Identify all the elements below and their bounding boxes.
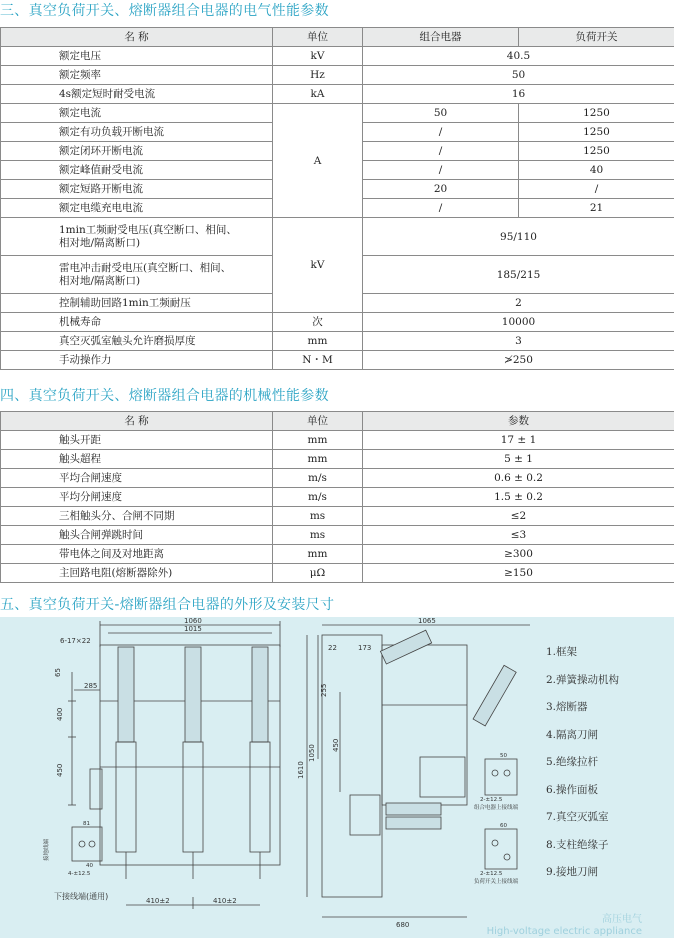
label-switch-upper: 负荷开关上接线端 [474, 879, 519, 885]
row-name: 额定频率 [1, 66, 273, 85]
row-combo: / [363, 142, 519, 161]
dim-450: 450 [56, 763, 64, 777]
col-switch: 负荷开关 [519, 28, 674, 47]
table-row [1, 526, 674, 545]
table-row [1, 488, 674, 507]
row-name: 三相触头分、合闸不同期 [1, 507, 273, 526]
table-row [1, 47, 674, 66]
row-value: 95/110 [363, 218, 674, 256]
row-name: 机械寿命 [1, 313, 273, 332]
row-unit-kV: kV [273, 218, 363, 313]
dim-bolt-3: 2-±12.5 [480, 871, 503, 877]
row-value: ≤3 [363, 526, 674, 545]
dim-680: 680 [396, 921, 410, 929]
row-unit: ms [273, 507, 363, 526]
row-value: 185/215 [363, 256, 674, 294]
row-unit: kA [273, 85, 363, 104]
row-switch: 40 [519, 161, 674, 180]
installation-drawing [0, 617, 674, 938]
col-name: 名 称 [1, 28, 273, 47]
row-unit: ms [273, 526, 363, 545]
dim-60: 60 [500, 823, 507, 829]
col-param: 参数 [363, 412, 674, 431]
row-name: 平均分闸速度 [1, 488, 273, 507]
dim-22: 22 [328, 644, 337, 652]
table-row [1, 469, 674, 488]
legend-item: 2.弹簧操动机构 [546, 673, 620, 686]
section3-title: 三、真空负荷开关、熔断器组合电器的电气性能参数 [0, 3, 329, 19]
legend-item: 1.框架 [546, 646, 578, 658]
label-bottom-wiring: 下接线端(通用) [54, 892, 109, 901]
row-name: 真空灭弧室触头允许磨损厚度 [1, 332, 273, 351]
row-name: 触头合闸弹跳时间 [1, 526, 273, 545]
table-header [1, 28, 674, 47]
dim-1610: 1610 [297, 761, 305, 779]
row-value: 50 [363, 66, 674, 85]
row-value: ≤2 [363, 507, 674, 526]
row-combo: / [363, 123, 519, 142]
row-name: 主回路电阻(熔断器除外) [1, 564, 273, 583]
watermark [487, 914, 642, 938]
row-name [1, 256, 273, 294]
parts-legend [546, 645, 671, 893]
table-row [1, 545, 674, 564]
table-row [1, 85, 674, 104]
row-value: 2 [363, 294, 674, 313]
label-grounding-end: 接地线端 [44, 838, 50, 861]
row-name: 平均合闸速度 [1, 469, 273, 488]
row-name-line1: 1min工频耐受电压(真空断口、相间、 [59, 223, 237, 236]
row-value: 0.6 ± 0.2 [363, 469, 674, 488]
dim-285: 285 [84, 682, 98, 690]
row-value: 17 ± 1 [363, 431, 674, 450]
row-name: 额定峰值耐受电流 [1, 161, 273, 180]
dim-50: 50 [500, 753, 507, 759]
row-unit: μΩ [273, 564, 363, 583]
row-value: 1.5 ± 0.2 [363, 488, 674, 507]
table-header [1, 412, 674, 431]
col-name: 名 称 [1, 412, 273, 431]
row-name: 额定电缆充电电流 [1, 199, 273, 218]
table-row [1, 218, 674, 256]
row-name: 手动操作力 [1, 351, 273, 370]
row-unit: Hz [273, 66, 363, 85]
row-name-line2: 相对地/隔离断口) [59, 274, 141, 287]
row-value: 40.5 [363, 47, 674, 66]
legend-item: 5.绝缘拉杆 [546, 756, 599, 768]
row-name: 额定闭环开断电流 [1, 142, 273, 161]
legend-item: 6.操作面板 [546, 783, 599, 796]
row-unit: mm [273, 545, 363, 564]
row-name [1, 218, 273, 256]
table-row [1, 431, 674, 450]
row-name: 额定有功负载开断电流 [1, 123, 273, 142]
row-name: 带电体之间及对地距离 [1, 545, 273, 564]
col-combo: 组合电器 [363, 28, 519, 47]
table-row [1, 313, 674, 332]
legend-item: 8.支柱绝缘子 [546, 838, 609, 851]
row-value: ≥300 [363, 545, 674, 564]
row-switch: 1250 [519, 104, 674, 123]
legend-item: 4.隔离刀闸 [546, 728, 599, 741]
row-name: 控制辅助回路1min工频耐压 [1, 294, 273, 313]
row-switch: 1250 [519, 142, 674, 161]
dim-173: 173 [358, 644, 372, 652]
row-name-line2: 相对地/隔离断口) [59, 236, 141, 249]
table-row [1, 104, 674, 123]
dim-1015: 1015 [184, 625, 202, 633]
row-switch: / [519, 180, 674, 199]
table-row [1, 332, 674, 351]
row-combo: 20 [363, 180, 519, 199]
electrical-params-table [0, 27, 674, 370]
row-unit: m/s [273, 469, 363, 488]
row-unit: mm [273, 332, 363, 351]
dim-81: 81 [83, 821, 90, 827]
section4-title: 四、真空负荷开关、熔断器组合电器的机械性能参数 [0, 388, 329, 404]
dim-255: 255 [320, 683, 328, 697]
row-combo: 50 [363, 104, 519, 123]
row-name: 4s额定短时耐受电流 [1, 85, 273, 104]
table-row [1, 564, 674, 583]
section5-title: 五、真空负荷开关-熔断器组合电器的外形及安装尺寸 [0, 597, 335, 613]
row-combo: / [363, 199, 519, 218]
dim-40: 40 [86, 863, 93, 869]
row-value: 5 ± 1 [363, 450, 674, 469]
dim-6-17x22: 6-17×22 [60, 637, 91, 645]
dim-bolt-2: 2-±12.5 [480, 797, 503, 803]
dim-1050: 1050 [308, 744, 316, 762]
row-name: 额定电流 [1, 104, 273, 123]
row-value: 3 [363, 332, 674, 351]
table-row [1, 507, 674, 526]
row-name: 额定电压 [1, 47, 273, 66]
dim-410-right: 410±2 [213, 897, 237, 905]
watermark-line2: High-voltage electric appliance [486, 926, 642, 937]
dim-1065: 1065 [418, 617, 436, 625]
row-unit: mm [273, 450, 363, 469]
row-name: 触头超程 [1, 450, 273, 469]
row-value: ≥150 [363, 564, 674, 583]
watermark-line1: 高压电气 [602, 914, 642, 925]
dim-65: 65 [54, 668, 62, 677]
row-value: 16 [363, 85, 674, 104]
row-name: 额定短路开断电流 [1, 180, 273, 199]
col-unit: 单位 [273, 28, 363, 47]
row-value: 10000 [363, 313, 674, 332]
col-unit: 单位 [273, 412, 363, 431]
mechanical-params-table [0, 411, 674, 583]
row-unit: kV [273, 47, 363, 66]
table-row [1, 66, 674, 85]
legend-item: 9.接地刀闸 [546, 866, 599, 878]
dim-410-left: 410±2 [146, 897, 170, 905]
row-unit: m/s [273, 488, 363, 507]
row-value: ≯250 [363, 351, 674, 370]
row-unit: N・M [273, 351, 363, 370]
row-combo: / [363, 161, 519, 180]
row-switch: 1250 [519, 123, 674, 142]
dim-400: 400 [56, 707, 64, 721]
row-switch: 21 [519, 199, 674, 218]
legend-item: 7.真空灭弧室 [546, 811, 609, 823]
dim-450b: 450 [332, 738, 340, 752]
row-name: 触头开距 [1, 431, 273, 450]
legend-item: 3.熔断器 [546, 701, 588, 713]
row-name-line1: 雷电冲击耐受电压(真空断口、相间、 [59, 261, 232, 274]
row-unit-A: A [273, 104, 363, 218]
table-row [1, 351, 674, 370]
table-row [1, 450, 674, 469]
dim-1060: 1060 [184, 617, 202, 625]
row-unit: mm [273, 431, 363, 450]
label-combo-upper: 组合电器上接线端 [474, 805, 519, 811]
row-unit: 次 [273, 313, 363, 332]
dim-bolt-1: 4-±12.5 [68, 871, 91, 877]
